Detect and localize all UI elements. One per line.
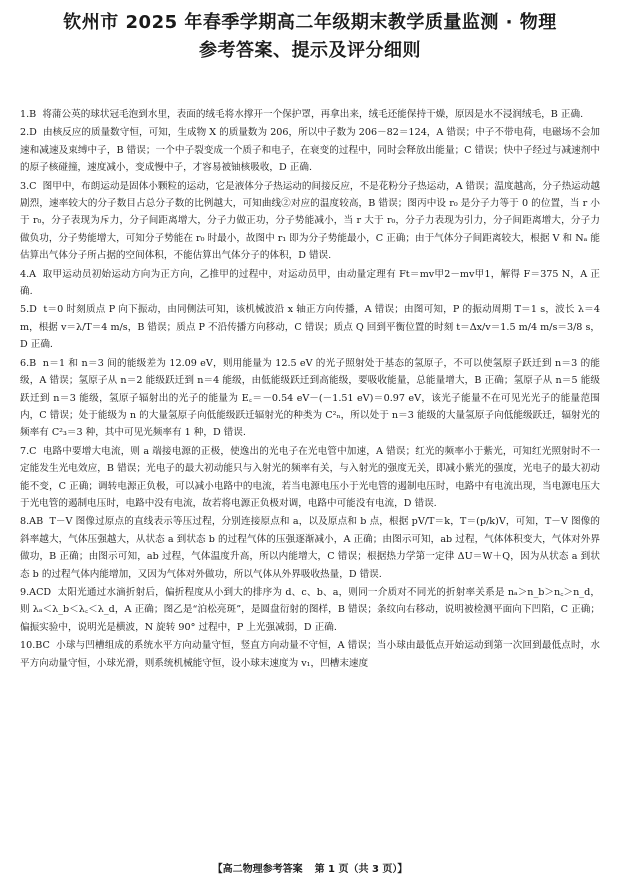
document-subtitle: 参考答案、提示及评分细则 (199, 40, 421, 61)
answer-number: 10.BC (20, 640, 50, 652)
answer-text: 由核反应的质量数守恒，可知，生成物 X 的质量数为 206，所以中子数为 206－82＝124，A 错误；中子不带电荷，电磁场不会加速和减速及束缚中子，B 错误；一个中子裂变成一个质子和电子，在衰变的过程中，同时会释放出能量；C 错误；快中子经过与减速剂中的原子核碰撞，速度减小，变成慢中子，才容易被铀核吸收，D 正确. (20, 127, 600, 174)
answer-item (20, 301, 600, 353)
answer-list (20, 106, 600, 672)
answer-item (20, 355, 600, 442)
answer-text: 图甲中，布朗运动是固体小颗粒的运动，它是液体分子热运动的间接反应，不是花粉分子热运动，A 错误；温度越高，分子热运动越剧烈，速率较大的分子数目占总分子数的比例越大，可知曲线②对应的温度较高，B 错误；图丙中设 r₀ 是分子力等于 0 的位置，当 r 小于 r₀，分子表现为斥力，分子间距离增大，分子力做正功，分子势能减小，当 r 大于 r₀，分子力表现为引力，分子间距离增大，分子力做负功，分子势能增大，可知分子势能在 r₀ 时最小，故图中 r₁ 即为分子势能最小，C 正确；由于气体分子间距离较大，根据 V 和 Nₐ 能估算出气体分子所占据的空间体积，不能估算出气体分子的体积，D 错误. (20, 180, 600, 262)
answer-text: 将蒲公英的球状冠毛泡到水里，表面的绒毛将水撑开一个保护罩，再拿出来，绒毛还能保持干燥，原因是水不浸润绒毛，B 正确. (42, 109, 584, 120)
answer-text: n＝1 和 n＝3 间的能级差为 12.09 eV，则用能量为 12.5 eV 的光子照射处于基态的氢原子，不可以使氢原子跃迁到 n＝3 的能级，A 错误；氢原子从 n＝2 能级跃迁到 n＝4 能级，由低能级跃迁到高能级，要吸收能量，总能量增大，B 正确；氢原子从 n＝5 能级跃迁到 n＝3 能级，氢原子辐射出的光子的能量为 E꜀＝－0.54 eV－(－1.51 eV)＝0.97 eV，该光子能量不在可见光光子的能量范围内，C 错误；处于能级为 n 的大量氢原子向低能级跃迁辐射光的种类为 C²ₙ，所以处于 n＝3 能级的大量氢原子向低能级跃迁，辐射光的频率有 C²₃＝3 种，其中可见光频率有 1 种，D 错误. (20, 357, 600, 439)
footer-page-number: 第 1 页（共 3 页）】 (314, 864, 408, 875)
answer-number: 1.B (20, 109, 37, 120)
answer-item (20, 443, 600, 513)
answer-text: 电路中要增大电流，则 a 端接电源的正极，使逸出的光电子在光电管中加速，A 错误；红光的频率小于紫光，可知红光照射时不一定能发生光电效应，B 错误；光电子的最大初动能只与入射光的频率有关，与入射光的强度无关，即减小紫光的强度，光电子的最大初动能不变，C 正确；调转电源正负极，可以减小电路中的电流，若当电源电压小于光电管的遏制电压时，电路中有电流出现，当电源电压大于光电管的遏制电压时，电路中没有电流，故若将电源正负极对调，电路中可能没有电流，D 错误. (20, 445, 600, 509)
answer-number: 8.AB (20, 516, 44, 528)
answer-text: 小球与凹槽组成的系统水平方向动量守恒，竖直方向动量不守恒，A 错误；当小球由最低点开始运动到第一次回到最低点时，水平方向动量守恒，小球光滑，则系统机械能守恒，设小球末速度为 v₁，凹槽末速度 (20, 640, 600, 669)
answer-text: t＝0 时刻质点 P 向下振动，由同侧法可知，该机械波沿 x 轴正方向传播，A 错误；由图可知，P 的振动周期 T＝1 s，波长 λ＝4 m，根据 v＝λ/T＝4 m/s，B 错误；质点 P 不沿传播方向移动，C 错误；质点 Q 回到平衡位置的时刻 t＝Δx/v＝1.5 m/4 m/s＝3/8 s，D 正确. (20, 304, 600, 351)
footer-label: 【高二物理参考答案 (212, 864, 303, 875)
answer-number: 5.D (20, 304, 37, 316)
answer-text: 取甲运动员初始运动方向为正方向，乙推甲的过程中，对运动员甲，由动量定理有 Ft＝mv甲2－mv甲1，解得 F＝375 N，A 正确. (20, 268, 600, 298)
answer-item (20, 584, 600, 636)
answer-number: 6.B (20, 357, 37, 369)
answer-item (20, 637, 600, 672)
answer-number: 7.C (20, 445, 37, 457)
answer-text: 太阳光通过水滴折射后，偏折程度从小到大的排序为 d、c、b、a，则同一介质对不同光的折射率关系是 nₐ＞n_b＞n꜀＞n_d，则 λₐ＜λ_b＜λ꜀＜λ_d，A 正确；图乙是“泊松亮斑”，是圆盘衍射的图样，B 错误；条纹向右移动，说明被检测平面向下凹陷，C 正确；偏振实验中，说明光是横波，N 旋转 90° 过程中，P 上光强减弱，D 正确. (20, 586, 600, 633)
answer-number: 2.D (20, 127, 37, 139)
answer-item (20, 266, 600, 301)
answer-item (20, 106, 600, 123)
answer-item (20, 513, 600, 583)
document-title: 钦州市 2025 年春季学期高二年级期末教学质量监测 · 物理 (63, 12, 557, 33)
answer-number: 4.A (20, 268, 37, 280)
answer-number: 9.ACD (20, 586, 52, 598)
page-footer (0, 860, 620, 875)
answer-item (20, 178, 600, 265)
answer-text: T－V 图像过原点的直线表示等压过程，分别连接原点和 a，以及原点和 b 点，根据 pV/T＝k，T＝(p/k)V，可知，T－V 图像的斜率越大，气体压强越大，从状态 a 到状态 b 的过程气体的压强逐渐减小，A 正确；由图示可知，ab 过程，气体体积变大，气体对外界做功，B 正确；由图示可知，ab 过程，气体温度升高，所以内能增大，C 错误；根据热力学第一定律 ΔU＝W＋Q，因为从状态 a 到状态 b 的过程气体内能增加，又因为气体对外做功，所以气体从外界吸收热量，D 错误. (20, 516, 600, 580)
answer-item (20, 124, 600, 176)
answer-number: 3.C (20, 180, 37, 192)
